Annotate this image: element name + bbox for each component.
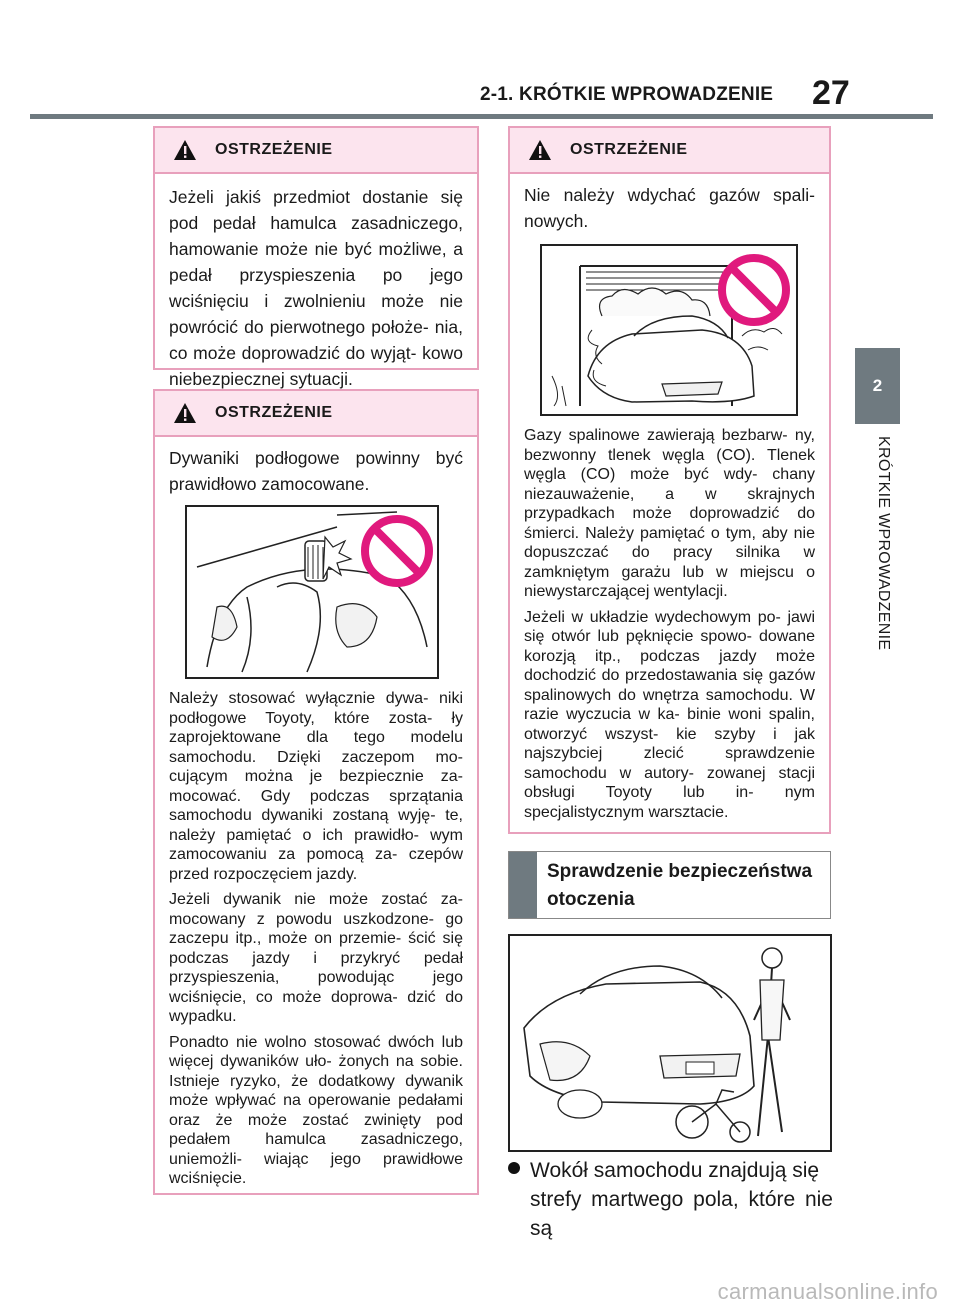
chapter-side-label: KRÓTKIE WPROWADZENIE — [875, 436, 892, 651]
chapter-tab-number: 2 — [872, 376, 883, 395]
warning-triangle-icon — [173, 139, 197, 161]
bullet-line-2: strefy martwego pola, które nie są — [530, 1188, 833, 1240]
warning-body — [155, 174, 477, 404]
bullet-line-1: Wokół samochodu znajdują się — [530, 1159, 820, 1182]
warning-triangle-icon — [173, 402, 197, 424]
illustration-blind-spot — [508, 934, 832, 1152]
warning-header — [155, 128, 477, 174]
section-heading-surroundings-check — [508, 851, 831, 919]
section-heading-text: Sprawdzenie bezpieczeństwa otoczenia — [547, 861, 813, 910]
warning-box-exhaust-gases — [508, 126, 831, 834]
warning-header — [510, 128, 829, 174]
warning-body — [155, 437, 477, 1201]
warning-header — [155, 391, 477, 437]
warning-triangle-icon — [528, 139, 552, 161]
warning-text: Jeżeli w układzie wydechowym po- jawi się otwór lub pęknięcie spowo- dowane korozją itp., podczas jazdy może dochodzić do przedostawania się gazów spalinowych do wnętrza samochodu. W razie wyczucia w ka- binie woni spalin, otworzyć wszyst- kie szyby i jak najszybciej zlecić sprawdzenie samochodu w autory- zowanej stacji obsługi Toyoty lub in- nym specjalistycznym warsztacie. — [524, 608, 815, 821]
warning-body — [510, 174, 829, 834]
illustration-car-in-garage — [540, 244, 798, 416]
illustration-floor-mat-pedal — [185, 505, 439, 679]
warning-title: OSTRZEŻENIE — [215, 404, 333, 421]
warning-text: Ponadto nie wolno stosować dwóch lub więcej dywaników uło- żonych na sobie. Istnieje ryzyko, że dodatkowy dywanik może wpływać na operowanie pedałami oraz że może zostać zwinięty pod pedałem hamulca zasadniczego, uniemożli- wiając jego prawidłowe wciśnięcie. — [169, 1033, 463, 1187]
warning-box-brake-pedal — [153, 126, 479, 389]
warning-text: Należy stosować wyłącznie dywa- niki podłogowe Toyoty, które zosta- ły zaprojektowane dla tego modelu samochodu. Dzięki zaczepom mo- cującym można je bezpiecznie za- mocować. Gdy podczas sprzątania samochodu dywaniki zostaną wyję- te, należy pamiętać o ich prawidło- wym zamocowaniu za pomocą za- czepów przed rozpoczęciem jazdy. — [169, 690, 463, 883]
warning-intro: Dywaniki podłogowe powinny być prawidłowo zamocowane. — [169, 448, 463, 494]
warning-text: Gazy spalinowe zawierają bezbarw- ny, bezwonny tlenek węgla (CO). Tlenek węgla (CO) może być wdy- chany niezauważenie, a w skrajnych przypadkach może doprowadzić do śmierci. Należy pamiętać o tym, aby nie dopuszczać do pracy silnika w zamkniętym garażu lub w miejscu o niewystarczającej wentylacji. — [524, 427, 815, 600]
chapter-tab[interactable] — [855, 348, 900, 424]
header-rule — [30, 114, 933, 119]
floor-mat-pedal-illustration — [187, 507, 437, 677]
blind-spot-illustration — [510, 936, 830, 1150]
header-title: 2-1. KRÓTKIE WPROWADZENIE — [480, 84, 774, 105]
warning-title: OSTRZEŻENIE — [215, 141, 333, 158]
warning-text: Jeżeli dywanik nie może zostać za- mocowany z powodu uszkodzone- go zaczepu itp., może on przemie- ścić się podczas jazdy i przykryć pedał przyspieszenia, powodując jego wciśnięcie, co może doprowa- dzić do wypadku. — [169, 891, 463, 1025]
warning-intro: Nie należy wdychać gazów spali- nowych. — [524, 185, 815, 231]
page-number: 27 — [812, 74, 850, 112]
warning-title: OSTRZEŻENIE — [570, 141, 688, 158]
car-in-garage-illustration — [542, 246, 796, 414]
bullet-paragraph-blind-spots — [508, 1156, 833, 1243]
warning-box-floor-mats — [153, 389, 479, 1195]
footer-watermark[interactable]: carmanualsonline.info — [717, 1279, 938, 1304]
section-heading-bar — [509, 852, 537, 918]
warning-text: Jeżeli jakiś przedmiot dostanie się pod pedał hamulca zasadniczego, hamowanie może nie być możliwe, a pedał przyspieszenia po jego wciśnięciu i zwolnieniu może nie powrócić do pierwotnego położe- nia, co może doprowadzić do wyjąt- kowo niebezpiecznej sytuacji. — [169, 187, 463, 389]
bullet-dot-icon — [508, 1162, 520, 1174]
